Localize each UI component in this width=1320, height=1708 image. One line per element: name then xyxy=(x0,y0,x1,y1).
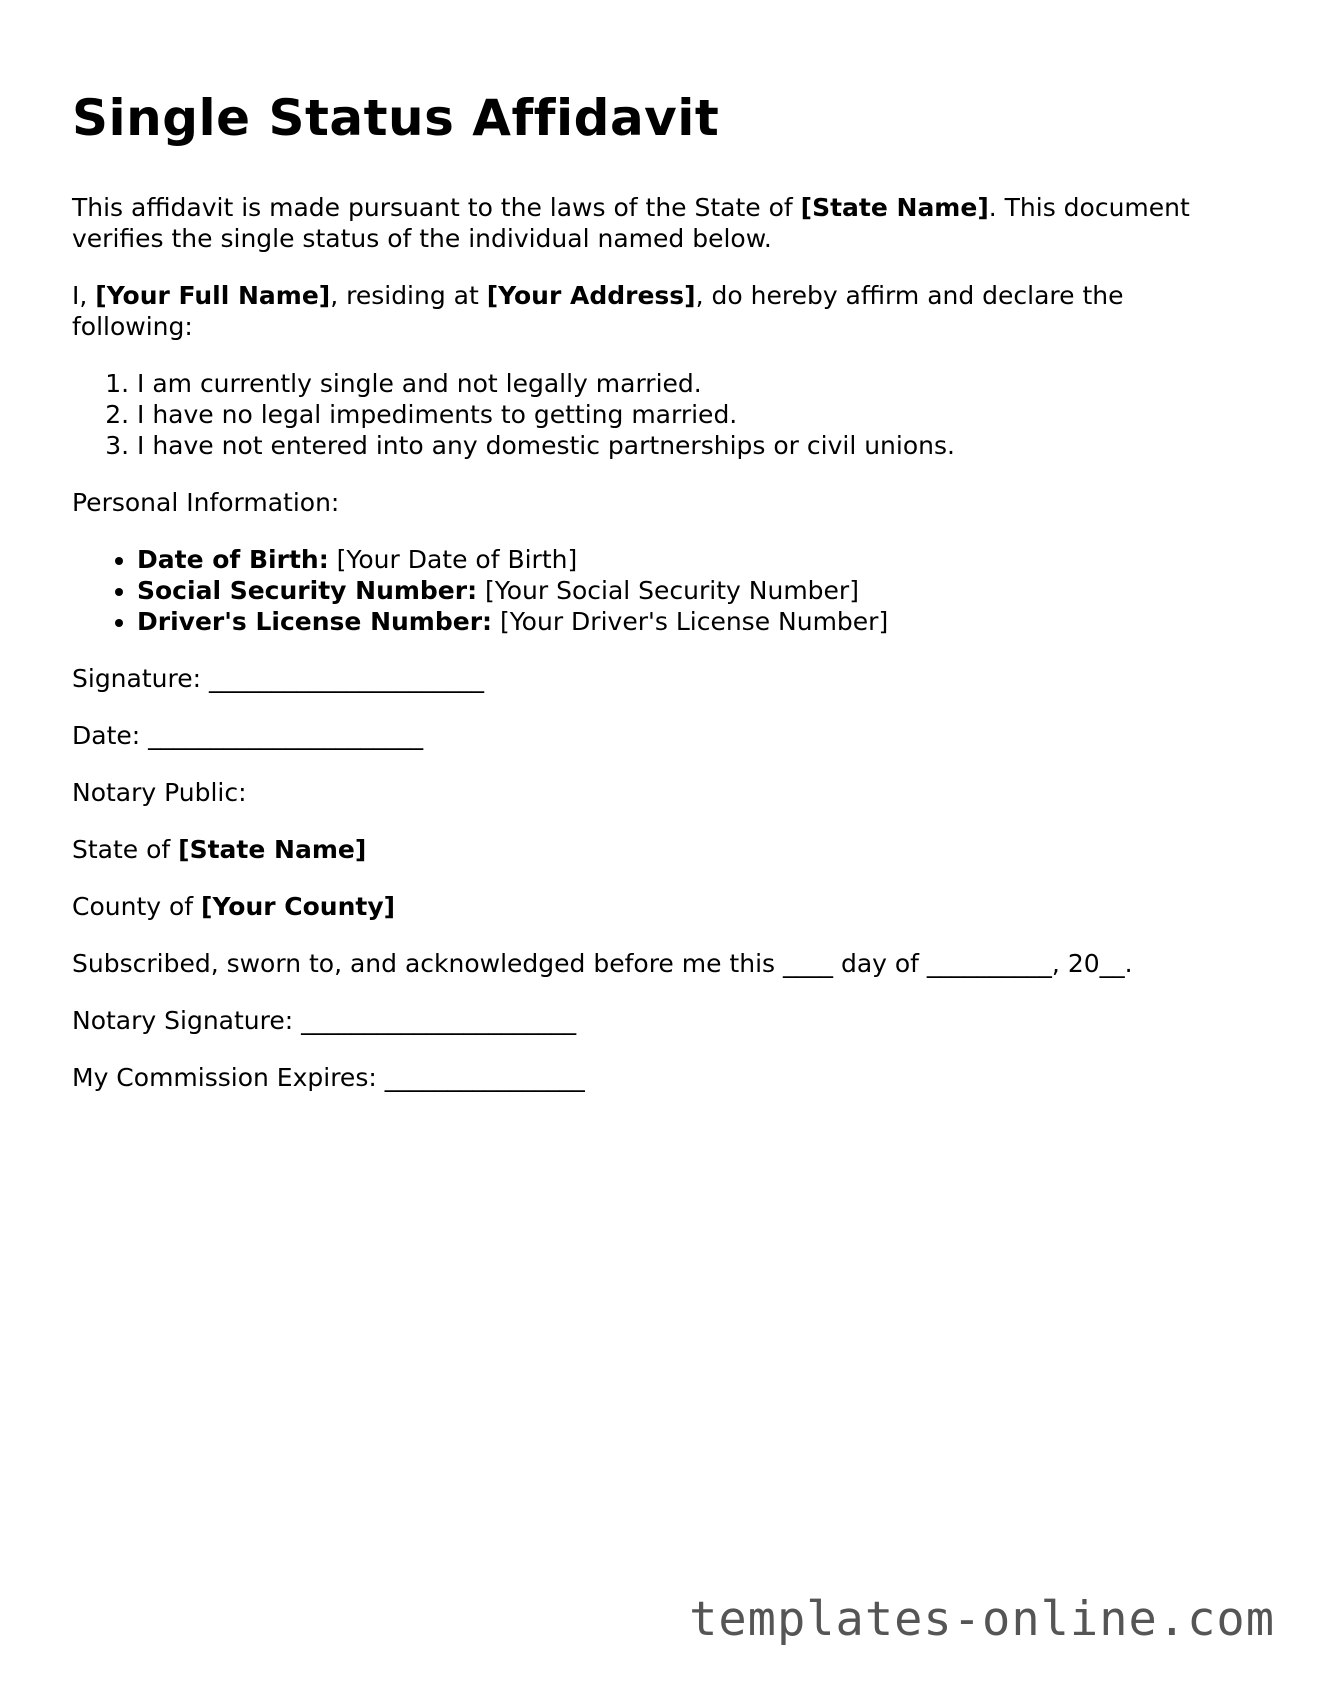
state-line-prefix: State of xyxy=(72,835,179,864)
statement-item: 3. I have not entered into any domestic partnerships or civil unions. xyxy=(137,430,1252,461)
intro-state-placeholder: [State Name] xyxy=(800,193,989,222)
personal-info-item-ssn xyxy=(137,575,1252,606)
statement-list xyxy=(72,368,1252,461)
county-line-value: [Your County] xyxy=(201,892,396,921)
declaration-paragraph xyxy=(72,280,1252,342)
full-name-placeholder: [Your Full Name] xyxy=(95,281,331,310)
intro-text-1: This affidavit is made pursuant to the laws of the State of xyxy=(72,193,801,222)
personal-info-list xyxy=(72,544,1252,637)
intro-paragraph xyxy=(72,192,1252,254)
commission-expires-line: My Commission Expires: ________________ xyxy=(72,1063,585,1092)
watermark: templates-online.com xyxy=(689,1592,1275,1647)
personal-info-item-dob xyxy=(137,544,1252,575)
intro-text-2: . This document verifies the single status of the individual named below. xyxy=(72,193,1190,253)
personal-info-item-license xyxy=(137,606,1252,637)
declaration-text-2: , residing at xyxy=(330,281,487,310)
document-page xyxy=(72,88,1252,1119)
subscribed-line: Subscribed, sworn to, and acknowledged before me this ____ day of __________, 20__. xyxy=(72,949,1133,978)
statement-item: 1. I am currently single and not legally married. xyxy=(137,368,1252,399)
state-line xyxy=(72,834,1252,865)
ssn-label: Social Security Number: xyxy=(137,576,478,605)
license-label: Driver's License Number: xyxy=(137,607,493,636)
declaration-text-1: I, xyxy=(72,281,96,310)
county-line-prefix: County of xyxy=(72,892,202,921)
address-placeholder: [Your Address] xyxy=(486,281,696,310)
statement-item: 2. I have no legal impediments to getting married. xyxy=(137,399,1252,430)
declaration-text-3: , do hereby affirm and declare the following: xyxy=(72,281,1124,341)
notary-signature-line: Notary Signature: ______________________ xyxy=(72,1006,577,1035)
date-line: Date: ______________________ xyxy=(72,721,424,750)
license-value: [Your Driver's License Number] xyxy=(492,607,889,636)
dob-label: Date of Birth: xyxy=(137,545,329,574)
notary-heading: Notary Public: xyxy=(72,778,247,807)
signature-line: Signature: ______________________ xyxy=(72,664,484,693)
county-line xyxy=(72,891,1252,922)
dob-value: [Your Date of Birth] xyxy=(328,545,578,574)
document-title: Single Status Affidavit xyxy=(72,89,720,147)
state-line-value: [State Name] xyxy=(178,835,367,864)
ssn-value: [Your Social Security Number] xyxy=(477,576,859,605)
personal-info-heading: Personal Information: xyxy=(72,488,340,517)
